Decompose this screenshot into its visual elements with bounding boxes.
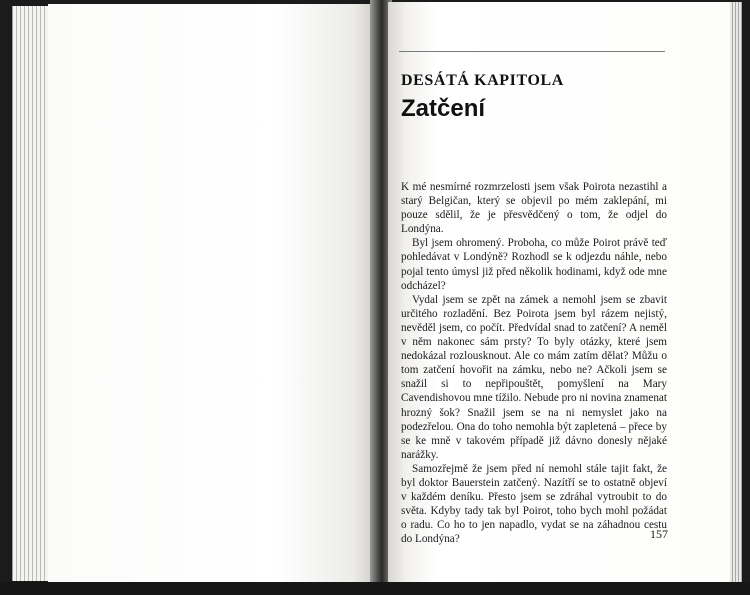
- paragraph: Byl jsem ohromený. Proboha, co může Poirot právě teď pohledávat v Londýně? Rozhodl se k odjezdu náhle, nebo pojal tento úmysl již před několik hodinami, když ode mne odcházel?: [401, 237, 667, 292]
- paragraph: K mé nesmírné rozmrzelosti jsem však Poirota nezastihl a starý Belgičan, který se objevil po mém zaklepání, mi pouze sdělil, že je přesvědčený o tom, že odjel do Londýna.: [401, 181, 667, 236]
- chapter-rule: [399, 51, 665, 52]
- page-edges-left: [12, 6, 51, 581]
- left-page-blank: [48, 4, 374, 582]
- chapter-text: [401, 180, 667, 546]
- page-number: 157: [650, 527, 668, 541]
- paragraph: Vydal jsem se zpět na zámek a nemohl jsem se zbavit určitého rozladění. Bez Poirota jsem byl rázem nejistý, nevěděl jsem, co počít. Předvídal snad to zatčení? A neměl v něm nakonec sám prsty? To byly otázky, které jsem nedokázal rozlousknout. Ale co mám zatím dělat? Můžu o tom zatčení hovořit na zámku, nebo ne? Ačkoli jsem se snažil si to nepřipouštět, pomyšlení na Mary Cavendishovou mne tížilo. Nebude pro ni novina znamenat hrozný šok? Snažil jsem se na ni nemyslet jako na podezřelou. Ona do toho nemohla být zapletená – přece by se ke mně v takovém případě již dávno donesly nějaké narážky.: [401, 293, 667, 461]
- chapter-label: DESÁTÁ KAPITOLA: [401, 72, 564, 89]
- paragraph: Samozřejmě že jsem před ní nemohl stále tajit fakt, že byl doktor Bauerstein zatčený. Nazítří se to ostatně objeví v každém deníku. Přesto jsem se zdráhal vytroubit to do světa. Kdyby tady tak byl Poirot, toho bych mohl požádat o radu. Co ho to jen napadlo, vydat se na záhadnou cestu do Londýna?: [401, 462, 667, 546]
- chapter-title: Zatčení: [401, 95, 486, 122]
- bottom-shadow: [0, 582, 750, 595]
- page-edges-right: [730, 2, 742, 582]
